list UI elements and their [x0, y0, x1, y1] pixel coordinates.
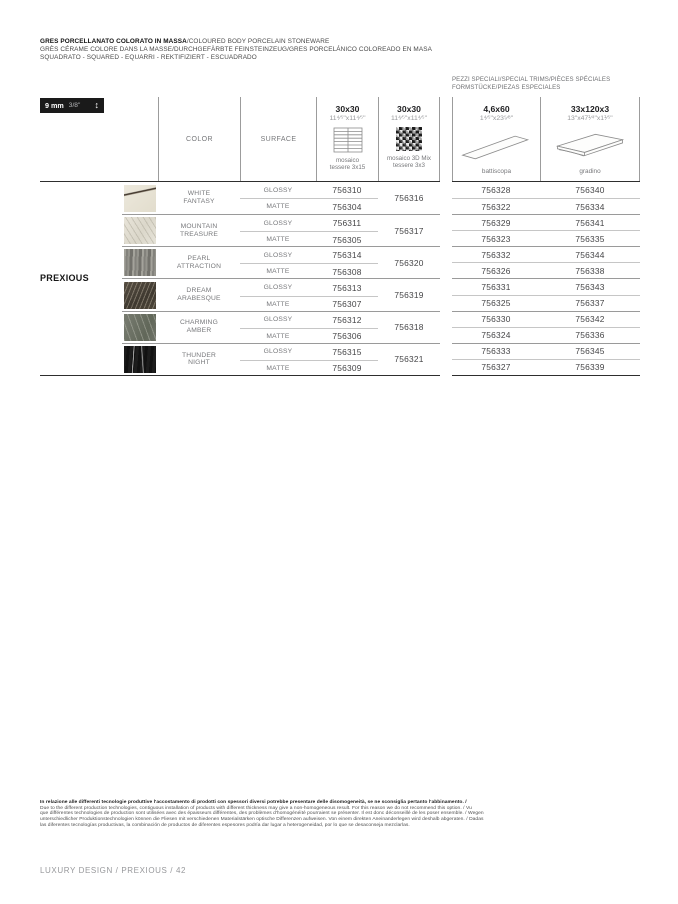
- tile-thumbnail-cell: [122, 247, 158, 278]
- product-code: 756318: [394, 322, 424, 333]
- main-table-rows: [122, 182, 440, 375]
- product-code: 756341: [575, 217, 605, 228]
- product-code: 756334: [575, 201, 605, 212]
- tile-thumbnail: [124, 217, 156, 244]
- product-code: 756342: [575, 314, 605, 325]
- battiscopa-label: battiscopa: [481, 168, 512, 175]
- color-name: DREAM ARABESQUE: [177, 287, 221, 303]
- tile-thumbnail: [124, 346, 156, 373]
- special-trims-caption-line2: FORMSTÜCKE/PIEZAS ESPECIALES: [452, 83, 561, 91]
- surface-matte-label: MATTE: [266, 236, 290, 244]
- page-title: [40, 38, 432, 46]
- product-code: 756319: [394, 290, 424, 301]
- main-table-header: [40, 97, 440, 182]
- page-footer: LUXURY DESIGN / PREXIOUS / 42: [40, 866, 187, 875]
- surface-cell: [240, 182, 316, 214]
- surface-column-header: SURFACE: [240, 97, 316, 181]
- special-table-row: [452, 246, 640, 262]
- surface-cell: [240, 215, 316, 246]
- size-inches: 13"x47¹⁄⁴"x1¹⁄⁵": [567, 115, 613, 122]
- surface-matte-label: MATTE: [266, 332, 290, 340]
- thickness-inches: 3/8": [68, 102, 81, 109]
- surface-glossy-label: GLOSSY: [263, 316, 293, 324]
- product-code: 756323: [481, 233, 511, 244]
- product-code: 756328: [481, 185, 511, 196]
- size-mosaic-label: mosaico tessere 3x15: [329, 157, 366, 171]
- page-title-bold: GRES PORCELLANATO COLORATO IN MASSA: [40, 38, 187, 45]
- table-row: [122, 343, 440, 375]
- size-inches: 11⁴⁄⁵"x11⁴⁄⁵": [390, 115, 428, 122]
- product-code: 756325: [481, 298, 511, 309]
- product-code: 756345: [575, 346, 605, 357]
- product-code: 756316: [394, 193, 424, 204]
- disclaimer-text: [40, 800, 640, 829]
- disclaimer-line5: las diferentes tecnologías productivas, la combinación de productos de diferentes espesores podría dar lugar a heterogeneidad, por lo que se desaconseja mezclarlas.: [40, 822, 410, 828]
- special-trims-table: [452, 97, 640, 376]
- product-code: 756304: [332, 201, 362, 212]
- surface-glossy-label: GLOSSY: [263, 284, 293, 291]
- special-table-header: [452, 97, 640, 182]
- special-table-row: [452, 359, 640, 375]
- product-code: 756309: [332, 363, 362, 374]
- main-product-table: [40, 97, 440, 376]
- table-row: [122, 311, 440, 343]
- size-cm: 30x30: [397, 104, 421, 114]
- surface-glossy-label: GLOSSY: [263, 186, 293, 194]
- color-name: WHITE FANTASY: [183, 190, 215, 206]
- size-column-battiscopa: [452, 97, 540, 181]
- surface-cell: [240, 247, 316, 278]
- main-table-body: [40, 182, 440, 375]
- product-code: 756329: [481, 217, 511, 228]
- special-table-row: [452, 311, 640, 327]
- product-code: 756307: [332, 299, 362, 310]
- disclaimer-line3: que différentes technologies de production sont utilisées avec des épaisseurs différentes, des problèmes d'homogénéité pourraient se présenter. Il est donc déconseillé de les poser ensemble. / Wegen: [40, 811, 484, 817]
- color-name: CHARMING AMBER: [179, 319, 218, 335]
- size-column-gradino: [540, 97, 640, 181]
- product-code: 756331: [481, 282, 511, 292]
- product-code: 756322: [481, 201, 511, 212]
- special-table-row: [452, 262, 640, 278]
- surface-cell: [240, 312, 316, 343]
- size-mosaic3d-label: mosaico 3D Mix tessere 3x3: [386, 155, 431, 169]
- product-code: 756338: [575, 265, 605, 276]
- product-code: 756324: [481, 330, 511, 341]
- special-table-row: [452, 198, 640, 214]
- page-title-block: [40, 38, 432, 62]
- product-code: 756332: [481, 249, 511, 260]
- surface-glossy-label: GLOSSY: [263, 251, 293, 259]
- product-code: 756315: [332, 346, 362, 357]
- size-column-mosaic: [316, 97, 378, 181]
- tile-thumbnail-cell: [122, 215, 158, 246]
- tile-thumbnail-cell: [122, 182, 158, 214]
- table-row: [122, 214, 440, 246]
- surface-matte-label: MATTE: [266, 364, 290, 372]
- surface-glossy-label: GLOSSY: [263, 219, 293, 227]
- tile-thumbnail: [124, 314, 156, 341]
- product-code: 756310: [332, 185, 362, 196]
- disclaimer-line2: Due to the different production technologies, contiguous installation of products with different thickness may give a non-homogeneous result. For this reason we do not recommend this option. / Vu: [40, 805, 472, 811]
- special-table-row: [452, 343, 640, 359]
- product-code: 756326: [481, 265, 511, 276]
- page-title-rest: /COLOURED BODY PORCELAIN STONEWARE: [186, 38, 330, 45]
- special-table-row: [452, 230, 640, 246]
- product-code: 756344: [575, 249, 605, 260]
- product-code: 756337: [575, 298, 605, 309]
- tile-thumbnail: [124, 282, 156, 309]
- special-table-rows: [452, 182, 640, 375]
- product-code: 756306: [332, 331, 362, 342]
- color-name: MOUNTAIN TREASURE: [179, 222, 218, 238]
- size-column-mosaic-3dmix: [378, 97, 440, 181]
- product-code: 756308: [332, 266, 362, 277]
- product-code: 756339: [575, 362, 605, 373]
- mosaic3d-code-cell: [378, 344, 440, 375]
- product-code: 756343: [575, 282, 605, 292]
- size-inches: 11⁴⁄⁵"x11⁴⁄⁵": [329, 115, 366, 122]
- product-code: 756314: [332, 250, 362, 261]
- tile-thumbnail: [124, 185, 156, 212]
- thickness-arrow-icon: ↕: [94, 100, 99, 110]
- special-table-row: [452, 214, 640, 230]
- product-code: 756305: [332, 234, 362, 245]
- size-inches: 1⁴⁄⁵"x23⁵⁄⁸": [479, 115, 514, 122]
- mosaic-codes-cell: [316, 247, 378, 278]
- product-code: 756330: [481, 314, 511, 325]
- collection-name: PREXIOUS: [40, 273, 89, 284]
- product-code: 756333: [481, 346, 511, 357]
- surface-cell: [240, 344, 316, 375]
- mosaic3d-code-cell: [378, 312, 440, 343]
- product-code: 756340: [575, 185, 605, 196]
- size-cm: 30x30: [335, 104, 360, 114]
- surface-cell: [240, 279, 316, 310]
- color-name: THUNDER NIGHT: [181, 351, 217, 367]
- mosaic3d-code-cell: [378, 215, 440, 246]
- table-row: [122, 278, 440, 310]
- mosaic-codes-cell: [316, 279, 378, 310]
- battiscopa-icon: [457, 128, 537, 166]
- tile-thumbnail: [124, 249, 156, 276]
- page-subtitle-2: SQUADRATO - SQUARED - EQUARRI - REKTIFIZIERT - ESCUADRADO: [40, 54, 257, 61]
- product-code: 756313: [332, 282, 362, 293]
- mosaic3d-code-cell: [378, 182, 440, 214]
- product-code: 756311: [332, 218, 362, 229]
- size-cm: 4,6x60: [483, 104, 510, 114]
- mosaic-codes-cell: [316, 312, 378, 343]
- surface-matte-label: MATTE: [266, 203, 290, 211]
- product-code: 756320: [394, 257, 424, 268]
- mosaic-codes-cell: [316, 215, 378, 246]
- product-code: 756321: [394, 354, 424, 365]
- special-trims-caption: [452, 76, 610, 91]
- special-table-row: [452, 182, 640, 198]
- thickness-badge: [40, 98, 104, 113]
- size-cm: 33x120x3: [570, 104, 610, 114]
- mosaic-codes-cell: [316, 344, 378, 375]
- product-code: 756312: [332, 314, 362, 325]
- mosaic-3dmix-icon: [396, 127, 422, 151]
- mosaic3d-code-cell: [378, 279, 440, 310]
- disclaimer-line1: In relazione alle differenti tecnologie produttive l'accostamento di prodotti con spessori diversi potrebbe presentare delle disomogeneità, se ne sconsiglia pertanto l'abbinamento. /: [40, 800, 467, 805]
- color-name: PEARL ATTRACTION: [176, 255, 222, 270]
- special-table-row: [452, 327, 640, 343]
- mosaic3d-code-cell: [378, 247, 440, 278]
- surface-matte-label: MATTE: [266, 300, 290, 308]
- product-code: 756327: [481, 362, 511, 373]
- mosaic-strips-icon: [333, 127, 363, 153]
- special-table-row: [452, 295, 640, 311]
- thickness-cell: [40, 97, 158, 181]
- special-table-row: [452, 278, 640, 294]
- gradino-icon: [547, 128, 633, 166]
- table-row: [122, 246, 440, 278]
- product-code: 756317: [394, 225, 424, 236]
- table-row: [122, 182, 440, 214]
- product-code: 756335: [575, 233, 605, 244]
- product-code: 756336: [575, 330, 605, 341]
- surface-matte-label: MATTE: [266, 268, 290, 276]
- thickness-mm: 9 mm: [45, 101, 64, 110]
- tile-thumbnail-cell: [122, 312, 158, 343]
- color-column-header: COLOR: [158, 97, 240, 181]
- mosaic-codes-cell: [316, 182, 378, 214]
- special-trims-caption-line1: PEZZI SPECIALI/SPECIAL TRIMS/PIÈCES SPÉCIALES: [452, 76, 611, 83]
- gradino-label: gradino: [579, 168, 601, 175]
- tile-thumbnail-cell: [122, 279, 158, 310]
- tile-thumbnail-cell: [122, 344, 158, 375]
- surface-glossy-label: GLOSSY: [263, 348, 293, 356]
- page-subtitle-1: GRÈS CÉRAME COLORE DANS LA MASSE/DURCHGEFÄRBTE FEINSTEINZEUG/GRES PORCELÁNICO COLOREADO EN MASA: [40, 46, 432, 53]
- disclaimer-line4: unterschiedlicher Produktionstechnologien können die Fliesen mit verschiedenen Materialstärken optische Differenzen aufweisen. Von einem direkten Aneinanderlegen wird deshalb abgeraten. / Dadas: [40, 817, 484, 823]
